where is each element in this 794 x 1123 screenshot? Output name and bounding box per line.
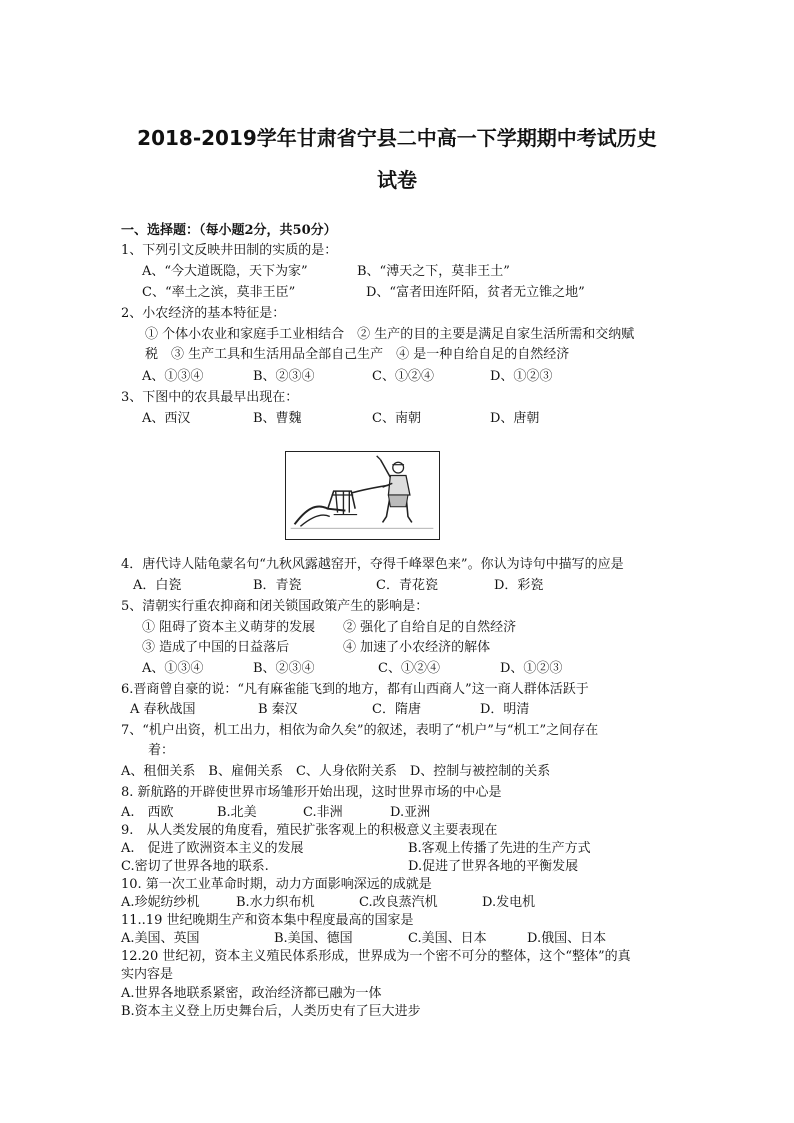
question-2-option-d: D、①②③ [490, 369, 553, 384]
question-5-stem: 5、清朝实行重农抑商和闭关锁国政策产生的影响是： [121, 599, 429, 614]
question-8-option-c: C.非洲 [303, 805, 343, 820]
question-11-option-c: C.美国、日本 [408, 931, 487, 946]
question-8-option-a: A. 西欧 [121, 805, 174, 820]
question-4-option-c: C．青花瓷 [376, 578, 438, 593]
question-11-stem: 11..19 世纪晚期生产和资本集中程度最高的国家是 [121, 913, 414, 928]
question-9-stem: 9. 从人类发展的角度看，殖民扩张客观上的积极意义主要表现在 [121, 823, 498, 838]
question-4-stem: 4．唐代诗人陆龟蒙名句“九秋风露越窑开，夺得千峰翠色来”。你认为诗句中描写的应是 [121, 557, 624, 572]
question-3-option-d: D、唐朝 [490, 411, 540, 426]
question-8-stem: 8. 新航路的开辟使世界市场雏形开始出现，这时世界市场的中心是 [121, 785, 502, 800]
question-2-stem: 2、小农经济的基本特征是： [121, 306, 286, 321]
question-9-option-c: C.密切了世界各地的联系. [121, 859, 269, 874]
question-5-item-3: ③ 造成了中国的日益落后 [142, 640, 290, 655]
question-2-option-a: A、①③④ [142, 369, 204, 384]
question-2-items-line2: 税 ③ 生产工具和生活用品全部自己生产 ④ 是一种自给自足的自然经济 [145, 347, 570, 362]
question-3-stem: 3、下图中的农具最早出现在： [121, 390, 299, 405]
question-11-option-b: B.美国、德国 [274, 931, 353, 946]
question-6-option-c: C．隋唐 [372, 702, 421, 717]
question-12-option-a: A.世界各地联系紧密，政治经济都已融为一体 [121, 986, 382, 1001]
question-5-item-1: ① 阻碍了资本主义萌芽的发展 [142, 620, 316, 635]
question-7-stem-line1: 7、“机户出资，机工出力，相依为命久矣”的叙述，表明了“机户”与“机工”之间存在 [121, 723, 599, 738]
question-6-stem: 6.晋商曾自豪的说：“凡有麻雀能飞到的地方，都有山西商人”这一商人群体活跃于 [121, 682, 589, 697]
section-heading: 一、选择题：（每小题2分，共50分） [121, 223, 337, 238]
question-5-option-b: B、②③④ [253, 661, 315, 676]
question-7-options: A、租佃关系 B、雇佣关系 C、人身依附关系 D、控制与被控制的关系 [121, 764, 551, 779]
question-8-option-d: D.亚洲 [390, 805, 431, 820]
question-5-item-4: ④ 加速了小农经济的解体 [343, 640, 491, 655]
question-3-option-c: C、南朝 [372, 411, 421, 426]
question-10-option-c: C.改良蒸汽机 [359, 895, 438, 910]
question-1-option-c: C、“率土之滨，莫非王臣” [142, 285, 296, 300]
question-6-option-a: A 春秋战国 [130, 702, 196, 717]
farming-tool-illustration [285, 451, 440, 540]
question-11-option-a: A.美国、英国 [121, 931, 200, 946]
question-3-option-b: B、曹魏 [253, 411, 302, 426]
question-6-option-b: B 秦汉 [258, 702, 298, 717]
question-3-option-a: A、西汉 [142, 411, 191, 426]
question-5-item-2: ② 强化了自给自足的自然经济 [343, 620, 517, 635]
question-1-option-b: B、“溥天之下，莫非王土” [357, 264, 510, 279]
question-11-option-d: D.俄国、日本 [527, 931, 607, 946]
question-4-option-b: B．青瓷 [253, 578, 302, 593]
question-7-stem-line2: 着： [148, 743, 175, 758]
exam-title-line2: 试卷 [377, 168, 417, 192]
question-5-option-c: C、①②④ [378, 661, 440, 676]
question-5-option-d: D、①②③ [500, 661, 563, 676]
question-6-option-d: D．明清 [480, 702, 530, 717]
question-1-option-a: A、“今大道既隐，天下为家” [142, 264, 308, 279]
question-4-option-a: A．白瓷 [133, 578, 182, 593]
question-8-option-b: B.北美 [217, 805, 257, 820]
question-2-option-c: C、①②④ [372, 369, 434, 384]
question-12-stem-line1: 12.20 世纪初，资本主义殖民体系形成，世界成为一个密不可分的整体，这个“整体”的真 [121, 949, 631, 964]
question-12-option-b: B.资本主义登上历史舞台后，人类历史有了巨大进步 [121, 1004, 421, 1019]
question-2-option-b: B、②③④ [253, 369, 315, 384]
question-9-option-d: D.促进了世界各地的平衡发展 [408, 859, 579, 874]
question-10-option-d: D.发电机 [482, 895, 536, 910]
question-2-items-line1: ① 个体小农业和家庭手工业相结合 ② 生产的目的主要是满足自家生活所需和交纳赋 [145, 327, 635, 342]
question-10-option-b: B.水力织布机 [236, 895, 315, 910]
question-9-option-b: B.客观上传播了先进的生产方式 [408, 841, 591, 856]
question-12-stem-line2: 实内容是 [121, 967, 174, 982]
exam-title-line1: 2018-2019学年甘肃省宁县二中高一下学期期中考试历史 [137, 126, 657, 150]
question-4-option-d: D．彩瓷 [494, 578, 544, 593]
question-9-option-a: A. 促进了欧洲资本主义的发展 [121, 841, 304, 856]
question-5-option-a: A、①③④ [142, 661, 204, 676]
question-10-stem: 10. 第一次工业革命时期，动力方面影响深远的成就是 [121, 877, 432, 892]
farmer-with-plough-drawing [286, 452, 439, 539]
question-1-option-d: D、“富者田连阡陌，贫者无立锥之地” [366, 285, 585, 300]
question-10-option-a: A.珍妮纺纱机 [121, 895, 200, 910]
question-1-stem: 1、下列引文反映井田制的实质的是： [121, 243, 338, 258]
